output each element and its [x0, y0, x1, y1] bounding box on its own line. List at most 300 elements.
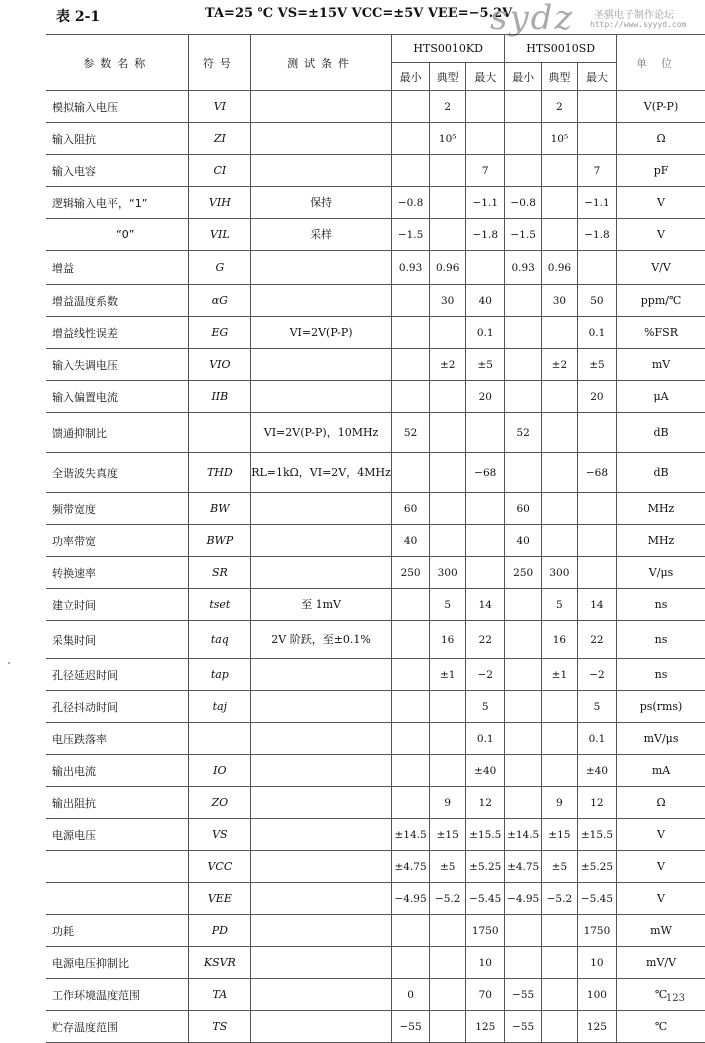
value-cell: 0.1	[577, 723, 616, 755]
param-name-cell: 建立时间	[46, 589, 189, 621]
condition-cell: VI=2V(P-P)，10MHz	[251, 413, 392, 453]
value-cell	[391, 915, 429, 947]
value-cell	[430, 187, 466, 219]
value-cell	[505, 155, 542, 187]
value-cell: 7	[466, 155, 505, 187]
table-row	[46, 915, 705, 947]
col-header-typ: 典型	[541, 63, 577, 91]
value-cell	[505, 787, 542, 819]
value-cell	[577, 557, 616, 589]
param-name-cell: 输入失调电压	[46, 349, 189, 381]
value-cell: −1.1	[577, 187, 616, 219]
value-cell	[541, 493, 577, 525]
param-name-cell: 输出电流	[46, 755, 189, 787]
condition-cell: RL=1kΩ，VI=2V，4MHz	[251, 453, 392, 493]
param-name-cell: 输入电容	[46, 155, 189, 187]
value-cell	[541, 453, 577, 493]
value-cell	[505, 285, 542, 317]
symbol-cell: ZO	[189, 787, 251, 819]
value-cell: 70	[466, 979, 505, 1011]
scan-speck	[8, 662, 10, 664]
unit-cell: mV/μs	[617, 723, 705, 755]
value-cell	[541, 723, 577, 755]
unit-cell: μA	[617, 381, 705, 413]
value-cell	[505, 91, 542, 123]
value-cell: 2	[430, 91, 466, 123]
value-cell: −1.5	[505, 219, 542, 251]
value-cell	[466, 557, 505, 589]
value-cell	[391, 787, 429, 819]
value-cell	[391, 155, 429, 187]
value-cell: ±5.25	[466, 851, 505, 883]
table-row	[46, 851, 705, 883]
symbol-cell: tset	[189, 589, 251, 621]
value-cell	[541, 187, 577, 219]
value-cell: ±5.25	[577, 851, 616, 883]
value-cell	[430, 1011, 466, 1043]
symbol-cell: αG	[189, 285, 251, 317]
unit-cell: MHz	[617, 525, 705, 557]
unit-cell: mW	[617, 915, 705, 947]
spec-table	[46, 34, 705, 1043]
param-name-cell: 采集时间	[46, 621, 189, 659]
value-cell: 5	[430, 589, 466, 621]
value-cell	[391, 317, 429, 349]
table-row	[46, 91, 705, 123]
value-cell	[505, 659, 542, 691]
unit-cell: %FSR	[617, 317, 705, 349]
table-row	[46, 659, 705, 691]
value-cell: ±15.5	[466, 819, 505, 851]
value-cell: 5	[541, 589, 577, 621]
param-name-cell: 工作环境温度范围	[46, 979, 189, 1011]
unit-cell: V	[617, 819, 705, 851]
value-cell	[505, 589, 542, 621]
symbol-cell: tap	[189, 659, 251, 691]
value-cell: −5.45	[577, 883, 616, 915]
param-name-cell: 电源电压抑制比	[46, 947, 189, 979]
value-cell	[505, 723, 542, 755]
symbol-cell: G	[189, 251, 251, 285]
table-row	[46, 493, 705, 525]
param-name-cell: 频带宽度	[46, 493, 189, 525]
condition-cell	[251, 691, 392, 723]
value-cell	[541, 755, 577, 787]
table-row	[46, 525, 705, 557]
value-cell	[391, 349, 429, 381]
test-conditions: TA=25 ℃ VS=±15V VCC=±5V VEE=−5.2V	[205, 6, 513, 21]
unit-cell: ns	[617, 659, 705, 691]
value-cell	[541, 1011, 577, 1043]
value-cell: 10	[577, 947, 616, 979]
value-cell: ±5	[541, 851, 577, 883]
unit-cell: V	[617, 187, 705, 219]
param-name-cell	[46, 851, 189, 883]
unit-cell: MHz	[617, 493, 705, 525]
symbol-cell: IO	[189, 755, 251, 787]
value-cell: 0.93	[505, 251, 542, 285]
table-row	[46, 381, 705, 413]
value-cell: 300	[430, 557, 466, 589]
value-cell: 2	[541, 91, 577, 123]
value-cell: 50	[577, 285, 616, 317]
value-cell: ±2	[430, 349, 466, 381]
condition-cell	[251, 349, 392, 381]
param-name-cell	[46, 883, 189, 915]
unit-cell: V	[617, 851, 705, 883]
value-cell: 5	[466, 691, 505, 723]
value-cell: ±15.5	[577, 819, 616, 851]
unit-cell: V	[617, 883, 705, 915]
symbol-cell: BWP	[189, 525, 251, 557]
table-row	[46, 621, 705, 659]
symbol-cell: THD	[189, 453, 251, 493]
param-name-cell: 输出阻抗	[46, 787, 189, 819]
value-cell	[391, 947, 429, 979]
symbol-cell: PD	[189, 915, 251, 947]
value-cell: −1.1	[466, 187, 505, 219]
table-row	[46, 251, 705, 285]
value-cell	[466, 413, 505, 453]
value-cell: ±2	[541, 349, 577, 381]
unit-cell: ns	[617, 589, 705, 621]
unit-cell: dB	[617, 453, 705, 493]
table-row	[46, 155, 705, 187]
value-cell	[577, 123, 616, 155]
condition-cell	[251, 947, 392, 979]
value-cell: 16	[541, 621, 577, 659]
value-cell: 0.1	[466, 317, 505, 349]
param-name-cell: 功耗	[46, 915, 189, 947]
value-cell: 40	[391, 525, 429, 557]
value-cell: 0.93	[391, 251, 429, 285]
unit-cell: V	[617, 219, 705, 251]
value-cell	[391, 755, 429, 787]
value-cell: 40	[505, 525, 542, 557]
value-cell	[430, 453, 466, 493]
value-cell: 1750	[466, 915, 505, 947]
watermark-logo: sydz	[490, 0, 575, 38]
unit-cell: V/μs	[617, 557, 705, 589]
value-cell	[391, 659, 429, 691]
param-name-cell: 馈通抑制比	[46, 413, 189, 453]
value-cell: 0.1	[466, 723, 505, 755]
value-cell: −1.5	[391, 219, 429, 251]
value-cell: 250	[391, 557, 429, 589]
col-header-group1: HTS0010KD	[391, 35, 504, 63]
table-row	[46, 453, 705, 493]
value-cell: ±5	[577, 349, 616, 381]
value-cell: 12	[466, 787, 505, 819]
param-name-cell: 贮存温度范围	[46, 1011, 189, 1043]
value-cell: 22	[577, 621, 616, 659]
table-row	[46, 557, 705, 589]
table-row	[46, 219, 705, 251]
symbol-cell: VI	[189, 91, 251, 123]
value-cell	[505, 123, 542, 155]
col-header-min: 最小	[391, 63, 429, 91]
table-row	[46, 755, 705, 787]
condition-cell	[251, 493, 392, 525]
condition-cell: 保持	[251, 187, 392, 219]
param-name-cell: 增益	[46, 251, 189, 285]
table-row	[46, 723, 705, 755]
table-row	[46, 787, 705, 819]
symbol-cell: VIL	[189, 219, 251, 251]
table-row	[46, 317, 705, 349]
value-cell	[541, 525, 577, 557]
unit-cell: mV	[617, 349, 705, 381]
condition-cell	[251, 787, 392, 819]
value-cell: 0.1	[577, 317, 616, 349]
value-cell	[430, 691, 466, 723]
value-cell	[505, 621, 542, 659]
unit-cell: ℃	[617, 979, 705, 1011]
value-cell: 125	[466, 1011, 505, 1043]
value-cell: ±5	[466, 349, 505, 381]
value-cell	[430, 413, 466, 453]
param-name-cell: 全谐波失真度	[46, 453, 189, 493]
condition-cell	[251, 755, 392, 787]
value-cell: −5.45	[466, 883, 505, 915]
page-number: 123	[665, 993, 685, 1004]
unit-cell: mA	[617, 755, 705, 787]
value-cell	[391, 381, 429, 413]
condition-cell	[251, 91, 392, 123]
value-cell	[466, 525, 505, 557]
value-cell	[430, 155, 466, 187]
value-cell	[541, 317, 577, 349]
param-name-cell: 增益温度系数	[46, 285, 189, 317]
value-cell	[505, 915, 542, 947]
symbol-cell: TS	[189, 1011, 251, 1043]
param-name-cell: 输入阻抗	[46, 123, 189, 155]
condition-cell: VI=2V(P-P)	[251, 317, 392, 349]
value-cell	[430, 317, 466, 349]
condition-cell	[251, 659, 392, 691]
unit-cell: Ω	[617, 787, 705, 819]
condition-cell	[251, 123, 392, 155]
table-label: 表 2-1	[56, 9, 101, 25]
condition-cell: 至 1mV	[251, 589, 392, 621]
value-cell	[391, 453, 429, 493]
watermark-text: 圣骐电子制作论坛	[594, 10, 674, 21]
value-cell: −55	[391, 1011, 429, 1043]
condition-cell	[251, 251, 392, 285]
value-cell: 12	[577, 787, 616, 819]
value-cell: ±40	[577, 755, 616, 787]
table-row	[46, 819, 705, 851]
symbol-cell: taq	[189, 621, 251, 659]
value-cell	[541, 947, 577, 979]
value-cell: 125	[577, 1011, 616, 1043]
value-cell	[391, 123, 429, 155]
param-name-cell: 转换速率	[46, 557, 189, 589]
value-cell	[541, 219, 577, 251]
value-cell: −0.8	[505, 187, 542, 219]
value-cell: 30	[430, 285, 466, 317]
symbol-cell	[189, 413, 251, 453]
value-cell	[541, 691, 577, 723]
param-name-cell: 孔径延迟时间	[46, 659, 189, 691]
value-cell: −68	[466, 453, 505, 493]
watermark-url: http://www.syyyd.com	[590, 20, 687, 29]
value-cell	[541, 413, 577, 453]
unit-cell: V/V	[617, 251, 705, 285]
condition-cell	[251, 381, 392, 413]
value-cell: ±15	[430, 819, 466, 851]
condition-cell	[251, 915, 392, 947]
value-cell	[577, 251, 616, 285]
value-cell	[577, 91, 616, 123]
condition-cell	[251, 883, 392, 915]
symbol-cell: SR	[189, 557, 251, 589]
param-name-cell: 输入偏置电流	[46, 381, 189, 413]
condition-cell	[251, 723, 392, 755]
value-cell	[430, 947, 466, 979]
symbol-cell: IIB	[189, 381, 251, 413]
value-cell: −2	[577, 659, 616, 691]
value-cell	[430, 979, 466, 1011]
table-row	[46, 947, 705, 979]
value-cell	[466, 91, 505, 123]
table-row	[46, 349, 705, 381]
value-cell	[430, 219, 466, 251]
value-cell	[430, 381, 466, 413]
value-cell	[577, 493, 616, 525]
value-cell: 16	[430, 621, 466, 659]
symbol-cell: VS	[189, 819, 251, 851]
table-row	[46, 123, 705, 155]
table-row	[46, 285, 705, 317]
value-cell: −55	[505, 1011, 542, 1043]
condition-cell	[251, 557, 392, 589]
value-cell	[430, 755, 466, 787]
value-cell: ±14.5	[505, 819, 542, 851]
value-cell: 20	[466, 381, 505, 413]
value-cell: ±40	[466, 755, 505, 787]
col-header-typ: 典型	[430, 63, 466, 91]
value-cell: 52	[391, 413, 429, 453]
value-cell: 30	[541, 285, 577, 317]
table-row	[46, 413, 705, 453]
col-header-max: 最大	[466, 63, 505, 91]
value-cell: 52	[505, 413, 542, 453]
value-cell	[391, 691, 429, 723]
value-cell	[391, 621, 429, 659]
value-cell: 9	[430, 787, 466, 819]
value-cell: 0	[391, 979, 429, 1011]
spec-table-body	[46, 91, 705, 1043]
value-cell	[466, 493, 505, 525]
value-cell	[391, 285, 429, 317]
symbol-cell: VIO	[189, 349, 251, 381]
value-cell: 300	[541, 557, 577, 589]
table-row	[46, 979, 705, 1011]
value-cell: 100	[577, 979, 616, 1011]
symbol-cell: VIH	[189, 187, 251, 219]
col-header-unit: 单位	[617, 35, 705, 91]
value-cell: 0.96	[430, 251, 466, 285]
value-cell: 1750	[577, 915, 616, 947]
condition-cell	[251, 155, 392, 187]
col-header-min: 最小	[505, 63, 542, 91]
value-cell: 250	[505, 557, 542, 589]
value-cell	[391, 723, 429, 755]
value-cell: 40	[466, 285, 505, 317]
value-cell: −5.2	[541, 883, 577, 915]
condition-cell	[251, 819, 392, 851]
value-cell	[541, 381, 577, 413]
value-cell: 60	[391, 493, 429, 525]
col-header-max: 最大	[577, 63, 616, 91]
value-cell	[430, 723, 466, 755]
symbol-cell: EG	[189, 317, 251, 349]
value-cell: −1.8	[466, 219, 505, 251]
value-cell	[577, 413, 616, 453]
value-cell: −68	[577, 453, 616, 493]
value-cell	[430, 525, 466, 557]
value-cell	[430, 915, 466, 947]
condition-cell: 采样	[251, 219, 392, 251]
condition-cell: 2V 阶跃，至±0.1%	[251, 621, 392, 659]
value-cell: 0.96	[541, 251, 577, 285]
unit-cell: dB	[617, 413, 705, 453]
table-row	[46, 589, 705, 621]
value-cell: 14	[466, 589, 505, 621]
value-cell: 14	[577, 589, 616, 621]
unit-cell: ℃	[617, 1011, 705, 1043]
symbol-cell: VEE	[189, 883, 251, 915]
col-header-group2: HTS0010SD	[505, 35, 617, 63]
page-header	[0, 0, 705, 38]
value-cell: ±14.5	[391, 819, 429, 851]
symbol-cell	[189, 723, 251, 755]
param-name-cell: 增益线性误差	[46, 317, 189, 349]
symbol-cell: TA	[189, 979, 251, 1011]
unit-cell: mV/V	[617, 947, 705, 979]
value-cell: −2	[466, 659, 505, 691]
value-cell: ±15	[541, 819, 577, 851]
value-cell	[505, 691, 542, 723]
value-cell: −5.2	[430, 883, 466, 915]
value-cell: 10⁵	[430, 123, 466, 155]
value-cell	[391, 589, 429, 621]
unit-cell: Ω	[617, 123, 705, 155]
value-cell: −4.95	[391, 883, 429, 915]
value-cell: −1.8	[577, 219, 616, 251]
table-row	[46, 1011, 705, 1043]
condition-cell	[251, 525, 392, 557]
value-cell: 22	[466, 621, 505, 659]
unit-cell: ps(rms)	[617, 691, 705, 723]
value-cell: −4.95	[505, 883, 542, 915]
symbol-cell: VCC	[189, 851, 251, 883]
value-cell: 7	[577, 155, 616, 187]
value-cell	[541, 915, 577, 947]
value-cell	[466, 251, 505, 285]
table-row	[46, 187, 705, 219]
col-header-condition: 测试条件	[251, 35, 392, 91]
unit-cell: V(P-P)	[617, 91, 705, 123]
value-cell: 5	[577, 691, 616, 723]
symbol-cell: CI	[189, 155, 251, 187]
param-name-cell: 孔径抖动时间	[46, 691, 189, 723]
condition-cell	[251, 285, 392, 317]
condition-cell	[251, 1011, 392, 1043]
value-cell: −55	[505, 979, 542, 1011]
value-cell	[505, 349, 542, 381]
